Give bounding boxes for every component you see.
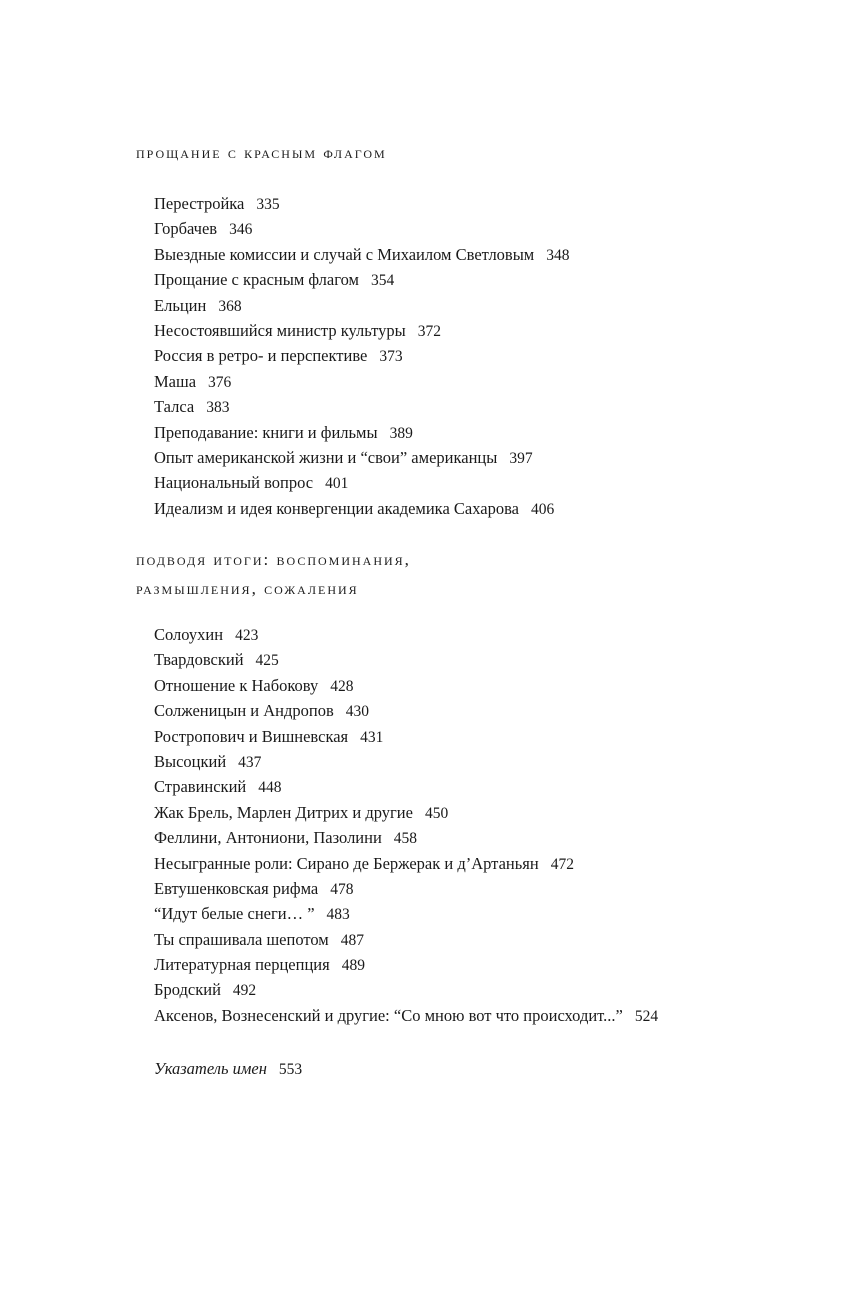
toc-entry[interactable] — [154, 216, 570, 241]
toc-entry[interactable] — [154, 724, 658, 749]
toc-entry-page: 373 — [379, 348, 403, 366]
toc-entry-page: 472 — [550, 855, 574, 873]
toc-entry-page: 383 — [206, 399, 230, 417]
toc-entry-page: 450 — [424, 804, 449, 822]
toc-entry[interactable] — [154, 952, 658, 977]
toc-entry[interactable] — [154, 901, 658, 926]
toc-entry-page: 368 — [218, 297, 242, 315]
toc-entry[interactable] — [154, 749, 658, 774]
toc-entry[interactable] — [154, 800, 658, 825]
toc-entry[interactable] — [154, 445, 570, 470]
toc-entry-page: 346 — [229, 221, 253, 239]
toc-entry[interactable] — [154, 191, 570, 216]
toc-entry-page: 448 — [258, 779, 282, 797]
toc-list-summary — [154, 622, 658, 1028]
toc-entry-page: 489 — [341, 957, 365, 975]
toc-entry-page: 423 — [235, 627, 259, 644]
toc-entry-page: 406 — [530, 500, 555, 518]
section-heading-line: прощание с красным флагом — [136, 143, 387, 162]
toc-entry[interactable] — [154, 876, 658, 901]
toc-entry-title: Солоухин — [154, 625, 224, 644]
toc-entry-title: Прощание с красным флагом — [154, 270, 359, 290]
toc-entry[interactable] — [154, 851, 658, 876]
toc-entry-page: 397 — [509, 449, 533, 467]
section-heading-summary — [136, 545, 411, 603]
toc-entry-page: 389 — [389, 424, 413, 442]
toc-entry-title: Аксенов, Вознесенский и другие: “Со мною вот что происходит...” — [154, 1005, 623, 1025]
toc-entry-page: 425 — [255, 652, 279, 670]
index-entry-title: Указатель имен — [154, 1059, 267, 1078]
toc-entry-page: 458 — [393, 830, 418, 848]
toc-entry-page: 431 — [360, 728, 384, 746]
toc-entry-page: 376 — [208, 373, 232, 391]
toc-entry[interactable] — [154, 470, 570, 495]
toc-entry-page: 478 — [330, 880, 354, 898]
toc-entry[interactable] — [154, 825, 658, 850]
toc-entry[interactable] — [154, 369, 570, 394]
toc-entry-title: “Идут белые снеги… ” — [154, 904, 315, 924]
toc-entry-title: Феллини, Антониони, Пазолини — [154, 828, 382, 848]
toc-entry-title: Несостоявшийся министр культуры — [154, 320, 406, 340]
toc-entry[interactable] — [154, 394, 570, 419]
toc-entry[interactable] — [154, 977, 658, 1002]
toc-entry-title: Евтушенковская рифма — [154, 878, 319, 898]
section-heading-line: размышления, сожаления — [136, 579, 359, 598]
toc-entry-title: Литературная перцепция — [154, 955, 330, 975]
toc-entry[interactable] — [154, 622, 658, 647]
toc-entry-page: 372 — [417, 322, 441, 340]
toc-entry[interactable] — [154, 293, 570, 318]
toc-entry-title: Выездные комиссии и случай с Михаилом Светловым — [154, 244, 535, 264]
toc-entry[interactable] — [154, 318, 570, 343]
toc-entry[interactable] — [154, 927, 658, 952]
toc-entry-title: Жак Брель, Марлен Дитрих и другие — [154, 802, 413, 822]
toc-entry[interactable] — [154, 242, 570, 267]
toc-entry-title: Ельцин — [154, 295, 207, 315]
toc-entry-page: 487 — [340, 931, 364, 949]
section-heading-line: подводя итоги: воспоминания, — [136, 550, 411, 569]
toc-entry-title: Бродский — [154, 980, 221, 1000]
toc-entry-page: 524 — [634, 1007, 659, 1025]
toc-entry-page: 348 — [546, 246, 570, 264]
toc-entry[interactable] — [154, 673, 658, 698]
toc-entry-page: 437 — [238, 753, 262, 771]
toc-entry-page: 430 — [345, 703, 370, 721]
toc-list-farewell — [154, 191, 570, 521]
toc-entry-page: 354 — [370, 272, 395, 290]
toc-entry-page: 483 — [326, 906, 350, 924]
toc-entry[interactable] — [154, 420, 570, 445]
toc-entry[interactable] — [154, 1003, 658, 1028]
toc-entry-title: Ты спрашивала шепотом — [154, 929, 329, 949]
toc-entry-title: Твардовский — [154, 650, 244, 670]
toc-entry-title: Идеализм и идея конвергенции академика Сахарова — [154, 498, 519, 518]
toc-entry-page: 492 — [232, 982, 257, 1000]
toc-entry-title: Национальный вопрос — [154, 473, 314, 493]
toc-entry-title: Талса — [154, 397, 195, 417]
toc-entry-title: Ростропович и Вишневская — [154, 726, 349, 746]
toc-entry-title: Опыт американской жизни и “свои” американцы — [154, 447, 498, 467]
toc-entry[interactable] — [154, 343, 570, 368]
index-entry[interactable] — [154, 1056, 302, 1081]
toc-entry-title: Стравинский — [154, 777, 247, 797]
toc-entry-title: Несыгранные роли: Сирано де Бержерак и д’Артаньян — [154, 853, 539, 873]
toc-entry[interactable] — [154, 698, 658, 723]
toc-entry[interactable] — [154, 496, 570, 521]
toc-entry[interactable] — [154, 647, 658, 672]
toc-entry-title: Преподавание: книги и фильмы — [154, 422, 378, 442]
toc-entry[interactable] — [154, 267, 570, 292]
toc-entry-page: 401 — [325, 475, 349, 493]
toc-entry-page: 428 — [330, 677, 354, 695]
toc-entry-title: Солженицын и Андропов — [154, 701, 334, 721]
toc-entry-title: Горбачев — [154, 219, 218, 239]
toc-entry-title: Отношение к Набокову — [154, 675, 319, 695]
toc-entry-title: Россия в ретро- и перспективе — [154, 346, 368, 366]
toc-entry-title: Высоцкий — [154, 751, 227, 771]
toc-entry-page: 335 — [256, 196, 280, 213]
index-entry-page: 553 — [278, 1061, 303, 1078]
toc-entry-title: Маша — [154, 371, 197, 391]
toc-entry-title: Перестройка — [154, 194, 245, 213]
section-heading-farewell — [136, 138, 387, 167]
toc-entry[interactable] — [154, 774, 658, 799]
